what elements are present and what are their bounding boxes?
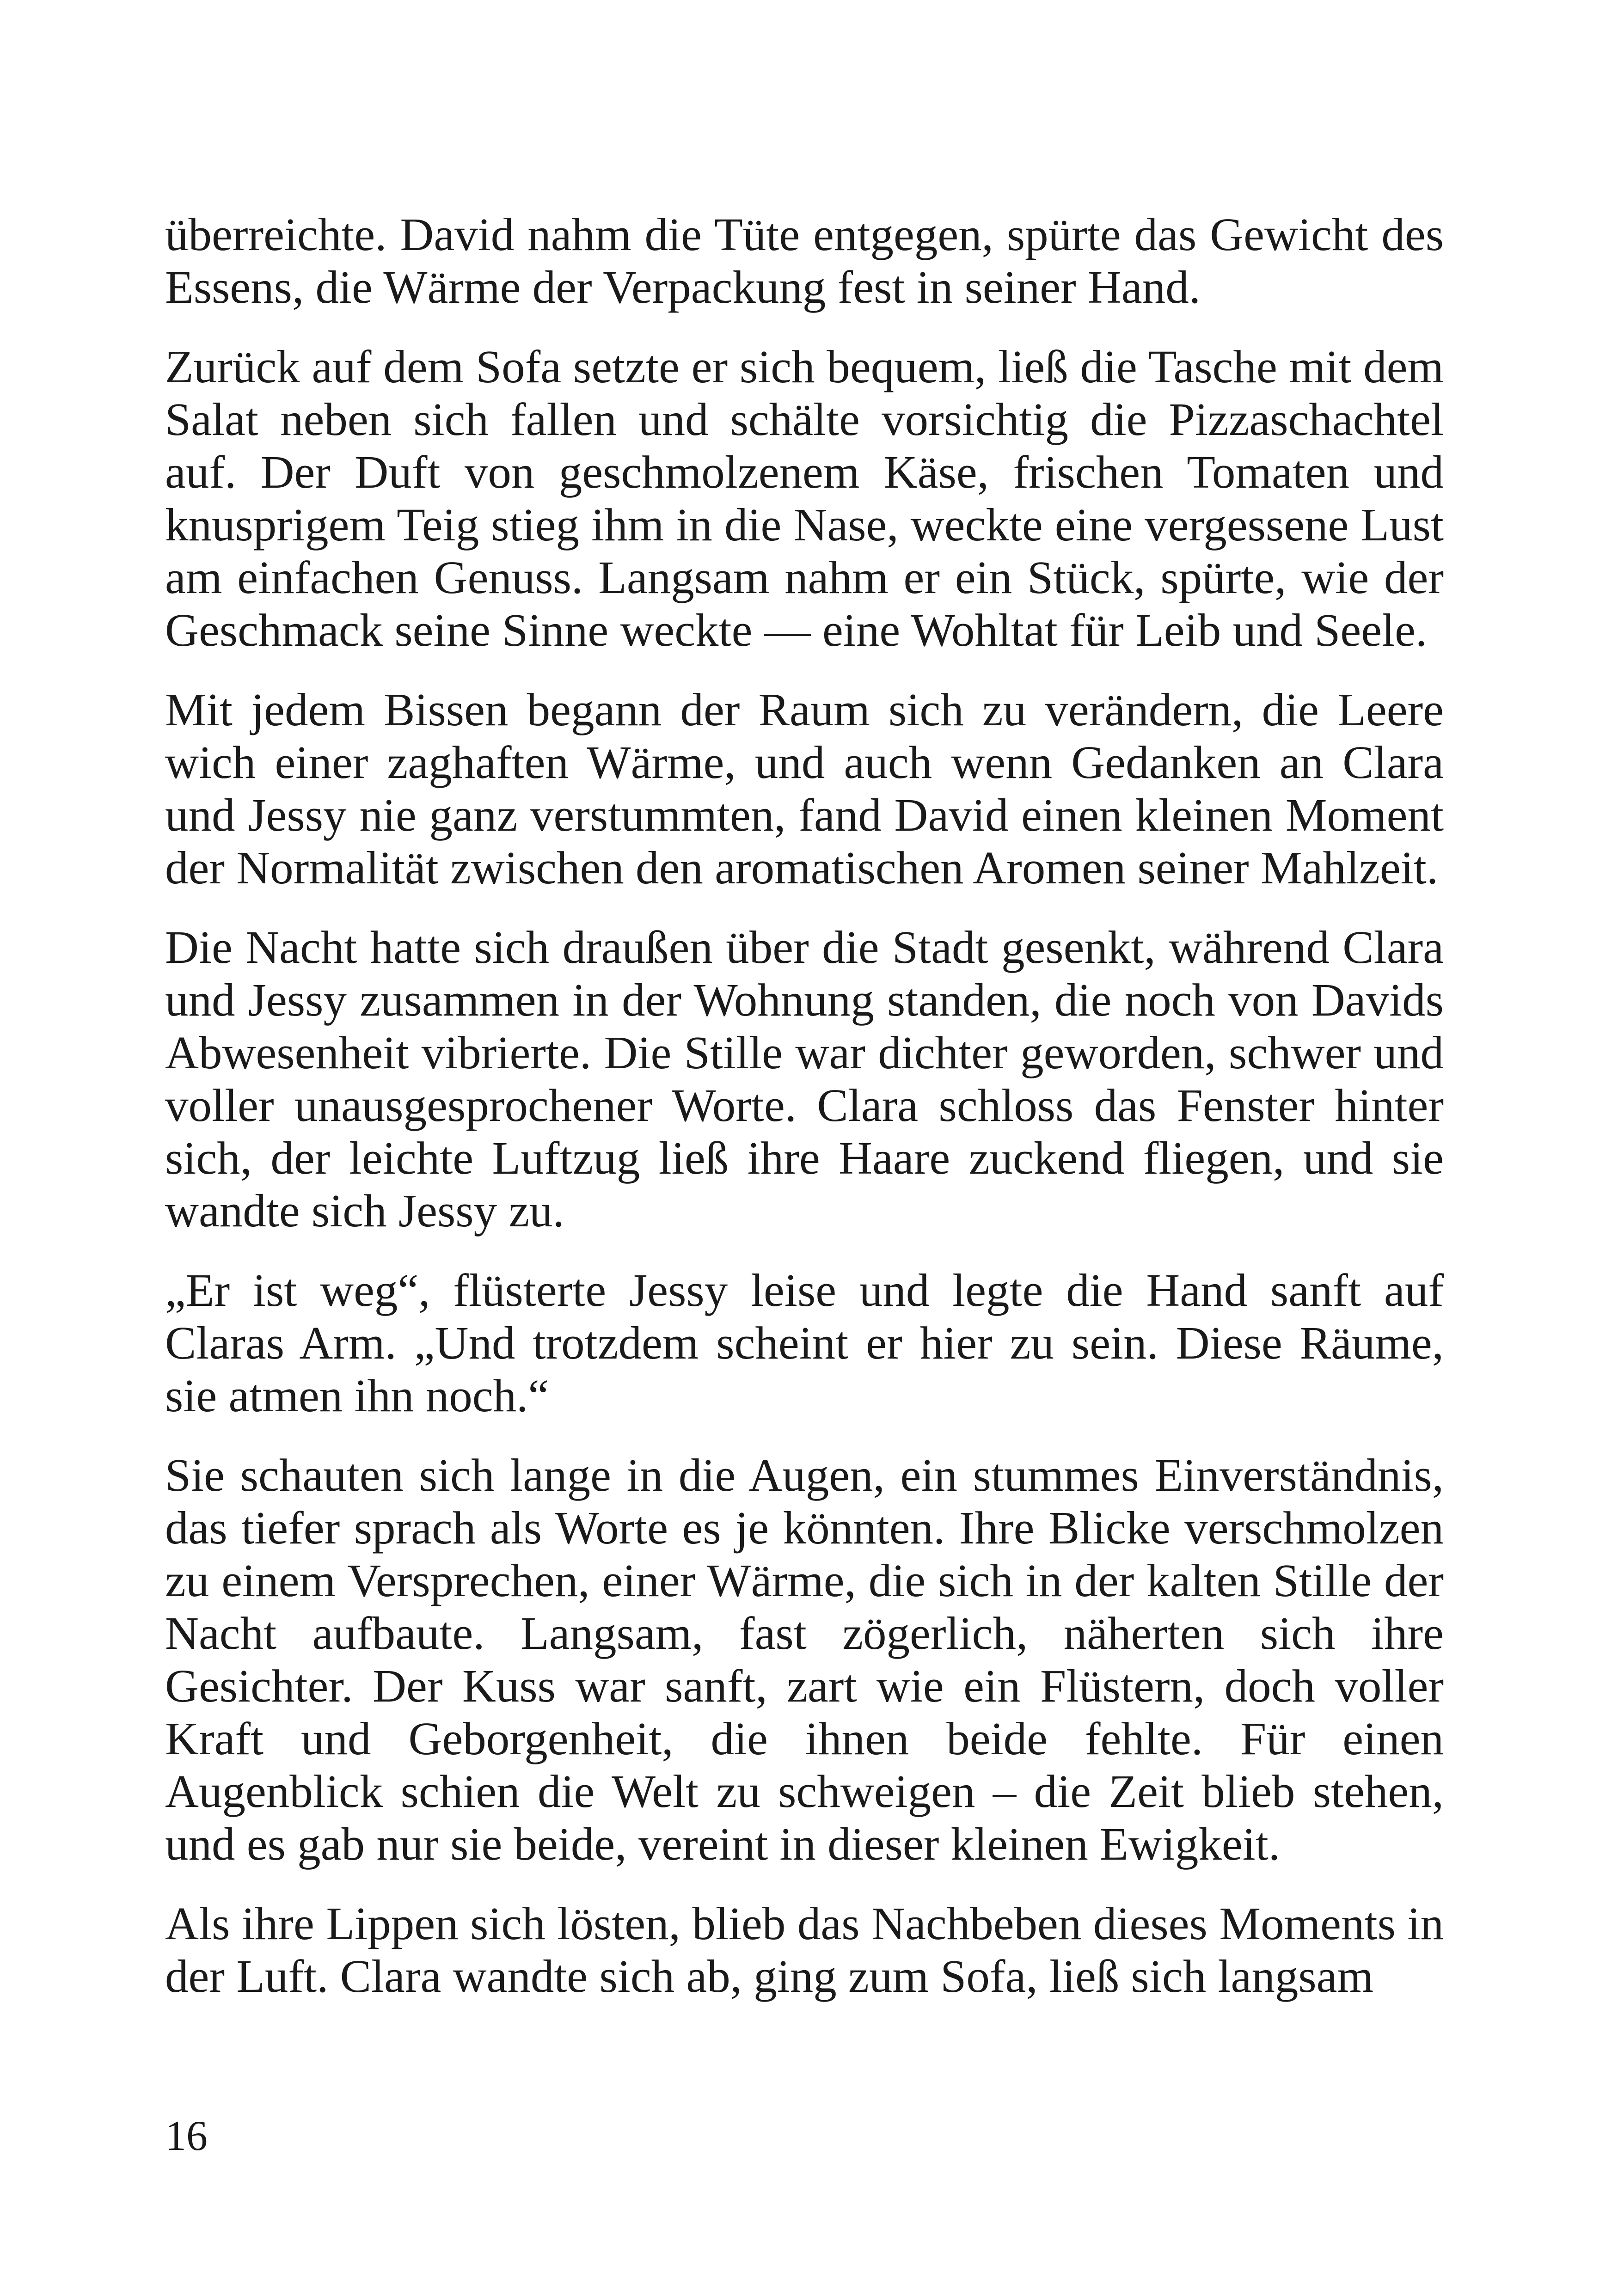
paragraph-6: Sie schauten sich lange in die Augen, ein stummes Einverständnis, das tiefer sprach als Worte es je könnten. Ihre Blicke verschmolzen zu einem Versprechen, einer Wärme, die sich in der kalten Stille der Nacht aufbaute. Langsam, fast zögerlich, näherten sich ihre Gesichter. Der Kuss war sanft, zart wie ein Flüstern, doch voller Kraft und Geborgenheit, die ihnen beide fehlte. Für einen Augenblick schien die Welt zu schweigen – die Zeit blieb stehen, und es gab nur sie beide, vereint in dieser kleinen Ewigkeit. — [165, 1449, 1444, 1870]
paragraph-3: Mit jedem Bissen begann der Raum sich zu verändern, die Leere wich einer zaghaften Wärme, und auch wenn Gedanken an Clara und Jessy nie ganz verstummten, fand David einen kleinen Moment der Normalität zwischen den aromatischen Aromen seiner Mahlzeit. — [165, 684, 1444, 894]
paragraph-5: „Er ist weg“, flüsterte Jessy leise und legte die Hand sanft auf Claras Arm. „Und trotzdem scheint er hier zu sein. Diese Räume, sie atmen ihn noch.“ — [165, 1264, 1444, 1421]
paragraph-1: überreichte. David nahm die Tüte entgegen, spürte das Gewicht des Essens, die Wärme der Verpackung fest in seiner Hand. — [165, 208, 1444, 313]
paragraph-4: Die Nacht hatte sich draußen über die Stadt gesenkt, während Clara und Jessy zusammen in der Wohnung standen, die noch von Davids Abwesenheit vibrierte. Die Stille war dichter geworden, schwer und voller unausgesprochener Worte. Clara schloss das Fenster hinter sich, der leichte Luftzug ließ ihre Haare zuckend fliegen, und sie wandte sich Jessy zu. — [165, 921, 1444, 1237]
paragraph-7: Als ihre Lippen sich lösten, blieb das Nachbeben dieses Moments in der Luft. Clara wandte sich ab, ging zum Sofa, ließ sich langsam — [165, 1898, 1444, 2002]
page-body — [165, 208, 1444, 2029]
page-number: 16 — [165, 2112, 208, 2159]
paragraph-2: Zurück auf dem Sofa setzte er sich bequem, ließ die Tasche mit dem Salat neben sich fallen und schälte vorsichtig die Pizzaschachtel auf. Der Duft von geschmolzenem Käse, frischen Tomaten und knusprigem Teig stieg ihm in die Nase, weckte eine vergessene Lust am einfachen Genuss. Langsam nahm er ein Stück, spürte, wie der Geschmack seine Sinne weckte — eine Wohltat für Leib und Seele. — [165, 341, 1444, 656]
